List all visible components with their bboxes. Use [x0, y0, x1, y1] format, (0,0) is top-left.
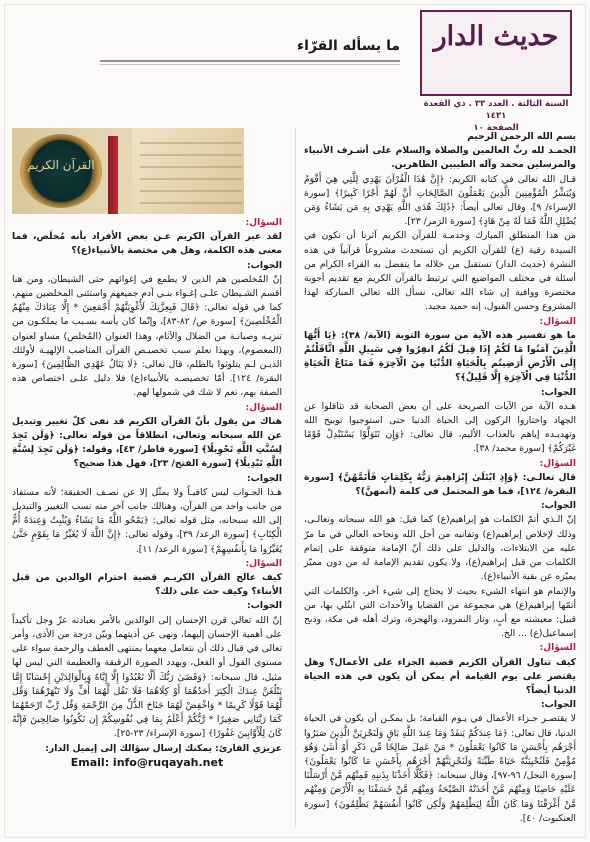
right-column	[304, 130, 576, 826]
question-label: السؤال:	[539, 457, 576, 469]
question-text: قال تعالـى: ﴿وَإِذِ ابْتَلَىٰ إِبْرَاهِيمَ رَبُّهُ بِكَلِمَاتٍ فَأَتَمَّهُنَّ﴾ [سورة البقرة/ ١٢٤]، فما هو المحتمل في كلمة (أتمهنَّ)؟	[304, 471, 576, 498]
question-text: هناك من يقول بأنّ القرآن الكريم قد نفى كلّ تغيير وتبديل عن الله سبحانه وتعالى، انطلاقاً من قوله تعالى: ﴿وَلَن تَجِدَ لِسُنَّتِ اللَّهِ تَحْوِيلًا﴾ [سورة فاطر/ ٤٣]، وقوله: ﴿وَلَن تَجِدَ لِسُنَّةِ اللَّهِ تَبْدِيلًا﴾ [سورة الفتح/ ٢٣]، فهل هذا صحيح؟	[12, 415, 282, 470]
question-label: السؤال:	[539, 642, 576, 654]
medallion-text: القرآن الكريم	[27, 158, 95, 172]
section-title: ما يسأله القرّاء	[297, 38, 400, 54]
logo-text: حديث الدار	[433, 21, 559, 52]
issue-line: السنة الثالثة . العدد ٣٣ . ذي القعدة ١٤٣١	[423, 99, 569, 121]
title-rule-thin	[100, 64, 400, 65]
question-label: السؤال:	[245, 401, 282, 413]
left-column	[12, 216, 282, 770]
answer-label: الجواب:	[540, 699, 576, 711]
question-label: السؤال:	[539, 315, 576, 327]
quran-page-image	[132, 128, 244, 214]
answer-text: هـذا الجـواب ليس كافيـاً ولا يمثّل إلا عن نصـف الحقيقة؛ لأنه مستفاد من جانب واحد من القرآن، وهنالك جانب آخر منه نسب التغيير والتبديل إلى الله سبحانه، مثل قوله تعالى: ﴿يَمْحُو اللَّهُ مَا يَشَاءُ وَيُثْبِتُ وَعِندَهُ أُمُّ الْكِتَابِ﴾ [سورة الرعد/ ٣٩]، وقوله تعالى: ﴿إِنَّ اللَّهَ لَا يُغَيِّرُ مَا بِقَوْمٍ حَتَّىٰ يُغَيِّرُوا مَا بِأَنفُسِهِمْ﴾ [سورة الرعد/ ١١].	[12, 486, 282, 555]
answer-label: الجواب:	[246, 472, 282, 484]
answer-text: إنّ الـذي أتمّ الكلمات هو إبراهيم(ع) كما قيل: هو الله سبحانه وتعالـى، وذلك لإخلاص إبراهيم(ع) وتفانيه من أجل الله ونجاحه العالي في ما مرّ عليه من الابتلاءات، والدليل على ذلك أنّ الإمامة متوقفة على إتمام الكلمات من قبل إبراهيم(ع)، ولا يكون تقديم الإمامة له من دون مميّز يميّزه عن بقية الأنبياء(ع).	[304, 514, 576, 583]
intro-paragraph: من هذا المنطلق المبارك وخدمـة للقرآن الكريم آثرنا أن تكون في السيدة رقية (ع) للقرآن الكريم أن تستحدث مشروعاً قرآنياً في هذه النشرة (حديث الدار) تستقبل من خلاله ما يتفضل به القراء الكرام من أسئلة في مختلف المواضيع التي ترتبط بالقرآن الكريم مع تقديم أجوبة مختصرة ووافية إن شاء الله تعالى، نسأل الله تعالى المباركة لهذا المشروع وحسن القبول، إنه حميد مجيد.	[304, 230, 576, 313]
issue-info	[420, 98, 572, 134]
answer-label: الجواب:	[246, 600, 282, 612]
intro-praise: الحمـد لله ربِّ العالمين والصلاة والسلام على أشـرف الأنبياء والمرسلين محمد وآله الطيبين الطاهرين.	[304, 145, 576, 171]
quran-medallion	[20, 134, 102, 208]
contact-note: عزيزي القارئ: يمكنك إرسال سؤالك إلى إيميل الدار:	[45, 742, 282, 754]
bismillah: بسم الله الرحمن الرحيم	[467, 131, 576, 142]
answer-label: الجواب:	[540, 500, 576, 512]
answer-text: هـذه الآية من الآيات الصريحة على أن بعض الصحابة قد تثاقلوا عن الجهاد واختاروا الركون إلى الحياة الدنيا حتى استوجبوا توبيخ الله وتهديـده إياهم بالعذاب الأليم، قال تعالى: ﴿وَإِن تَتَوَلَّوْا يَسْتَبْدِلْ قَوْمًا غَيْرَكُمْ﴾ [سورة محمد/ ٣٨].	[304, 400, 576, 455]
answer-text: إنّ الله تعالى قرن الإحسان إلى الوالدين بالأمر بعبادته عزّ وجل تأكيداً على أهمية الإحسان إليهما، ونهى عن أذيتهما وبيّن درجة من الأذى، وأمر تعالى في قبال ذلك أن نتعامل معهما بمنتهى العطف والرحمة سواء على مستوى القول أو الفعل، ويهدد الصورة الرقيقة والعظيمة التي ليس لها مثيل، قال سبحانه: ﴿وَقَضَىٰ رَبُّكَ أَلَّا تَعْبُدُوا إِلَّا إِيَّاهُ وَبِالْوَالِدَيْنِ إِحْسَانًا إِمَّا يَبْلُغَنَّ عِندَكَ الْكِبَرَ أَحَدُهُمَا أَوْ كِلَاهُمَا فَلَا تَقُل لَّهُمَا أُفٍّ وَلَا تَنْهَرْهُمَا وَقُل لَّهُمَا قَوْلًا كَرِيمًا * وَاخْفِضْ لَهُمَا جَنَاحَ الذُّلِّ مِنَ الرَّحْمَةِ وَقُل رَّبِّ ارْحَمْهُمَا كَمَا رَبَّيَانِي صَغِيرًا * رَّبُّكُمْ أَعْلَمُ بِمَا فِي نُفُوسِكُمْ إِن تَكُونُوا صَالِحِينَ فَإِنَّهُ كَانَ لِلْأَوَّابِينَ غَفُورًا﴾ [سورة الإسراء/ ٢٣-٢٥].	[12, 614, 282, 740]
answer-text: إنّ المُخلصين هم الذين لا يطمع في إغوائهم حتى الشيطان، ومن هنا أقسم الشـيطان علـى إغـواء بنـي آدم جميعهم واستثنى المخلصين منهم، كما في قوله تعالى: ﴿قَالَ فَبِعِزَّتِكَ لَأُغْوِيَنَّهُمْ أَجْمَعِينَ * إِلَّا عِبَادَكَ مِنْهُمُ الْمُخْلَصِينَ﴾ [سورة ص/ ٨٢-٨٣]، وإنّما كان يأسه بسـبب ما يملكـون من تنزيـه وصيانـة من الضلال والآثام، وهذا العنوان (المُخلص) مساو لعنوان (المعصوم)، وبهذا نعلم سبب تخصيـص القرآن المناصب الإلهيـة لأولئك الذيـن لـم يتلوثوا بالظلم، قال تعالى: ﴿لَا يَنَالُ عَهْدِي الظَّالِمِينَ﴾ [سورة البقرة/ ١٢٤]. أمّا تخصيصـه بالأنبياء(ع) فلا دليل علـى اختصاص هذه الصفة بهم، نعم لا شك في شمولها لهم.	[12, 273, 282, 399]
answer-text: والإتمام هو انتهاء الشيء بحيث لا يحتاج إلى شيء آخر، والكلمات التي أتمّها إبراهيم(ع) هي مجموعة من القضايا والأحداث التي ابتُلي بها، من قبيل: معيشته مع أبٍ، ونار النمرود، والهجرة، وترك أهله في مكة، وذبح إسماعيل(ع) ... الخ.	[304, 585, 576, 640]
answer-label: الجواب:	[540, 386, 576, 398]
magazine-logo	[420, 10, 572, 96]
answer-label: الجواب:	[246, 259, 282, 271]
column-divider	[295, 128, 296, 828]
intro-verses: قـال الله تعالى في كتابه الكريم: ﴿إِنَّ هَٰذَا الْقُرْآنَ يَهْدِي لِلَّتِي هِيَ أَقْوَمُ وَيُبَشِّرُ الْمُؤْمِنِينَ الَّذِينَ يَعْمَلُونَ الصَّالِحَاتِ أَنَّ لَهُمْ أَجْرًا كَبِيرًا﴾ [سورة الإسراء/ ٩]، وقال تعالى أيضاً: ﴿ذَٰلِكَ هُدَى اللَّهِ يَهْدِي بِهِ مَن يَشَاءُ وَمَن يُضْلِلِ اللَّهُ فَمَا لَهُ مِنْ هَادٍ﴾ [سورة الزمر/ ٢٣].	[304, 173, 576, 228]
question-text: كيف عالج القرآن الكريـم قضية احترام الوالدين من قبل الأبناء؟ وكيف حث على ذلك؟	[12, 572, 282, 598]
contact-email[interactable]: Email: info@ruqayah.net	[70, 755, 224, 769]
bookmark-ribbon	[108, 136, 118, 214]
question-text: ما هو تفسير هذه الآية من سورة التوبة (الآية/ ٣٨): ﴿يَا أَيُّهَا الَّذِينَ آمَنُوا مَا لَكُمْ إِذَا قِيلَ لَكُمُ انفِرُوا فِي سَبِيلِ اللَّهِ اثَّاقَلْتُمْ إِلَى الْأَرْضِ أَرَضِيتُم بِالْحَيَاةِ الدُّنْيَا مِنَ الْآخِرَةِ فَمَا مَتَاعُ الْحَيَاةِ الدُّنْيَا فِي الْآخِرَةِ إِلَّا قَلِيلٌ﴾؟	[304, 329, 576, 384]
question-label: السؤال:	[245, 557, 282, 569]
title-rule	[100, 60, 400, 62]
answer-text: لا يقتصـر جـزاء الأعمال في يـوم القيامة؛ بل يمكـن أن يكون في الحياة الدنيا، قال تعالى: ﴿مَا عِندَكُمْ يَنفَدُ وَمَا عِندَ اللَّهِ بَاقٍ وَلَنَجْزِيَنَّ الَّذِينَ صَبَرُوا أَجْرَهُم بِأَحْسَنِ مَا كَانُوا يَعْمَلُونَ * مَنْ عَمِلَ صَالِحًا مِّن ذَكَرٍ أَوْ أُنثَىٰ وَهُوَ مُؤْمِنٌ فَلَنُحْيِيَنَّهُ حَيَاةً طَيِّبَةً وَلَنَجْزِيَنَّهُمْ أَجْرَهُم بِأَحْسَنِ مَا كَانُوا يَعْمَلُونَ﴾ [سورة النحل/ ٩٦-٩٧]، وقال سبحانه: ﴿فَكُلًّا أَخَذْنَا بِذَنبِهِ فَمِنْهُم مَّنْ أَرْسَلْنَا عَلَيْهِ حَاصِبًا وَمِنْهُم مَّنْ أَخَذَتْهُ الصَّيْحَةُ وَمِنْهُم مَّنْ خَسَفْنَا بِهِ الْأَرْضَ وَمِنْهُم مَّنْ أَغْرَقْنَا وَمَا كَانَ اللَّهُ لِيَظْلِمَهُمْ وَلَٰكِن كَانُوا أَنفُسَهُمْ يَظْلِمُونَ﴾ [سورة العنكبوت/ ٤٠].	[304, 713, 576, 824]
question-text: كيف تناول القرآن الكريم قضية الجزاء على الأعمال؟ وهل يقتصر على يوم القيامة أم يمكن أن يكون في هذه الحياة الدنيا أيضاً؟	[304, 656, 576, 696]
question-label: السؤال:	[245, 217, 282, 228]
page-number: الصفحة ١٠	[473, 123, 519, 133]
quran-image	[12, 128, 244, 214]
question-text: لقد عبر القرآن الكريم عـن بعض الأفراد بأنه مُخلَص، فما معنى هذه الكلمة، وهل هي مختصة بالأنبياء(ع)؟	[12, 231, 282, 257]
